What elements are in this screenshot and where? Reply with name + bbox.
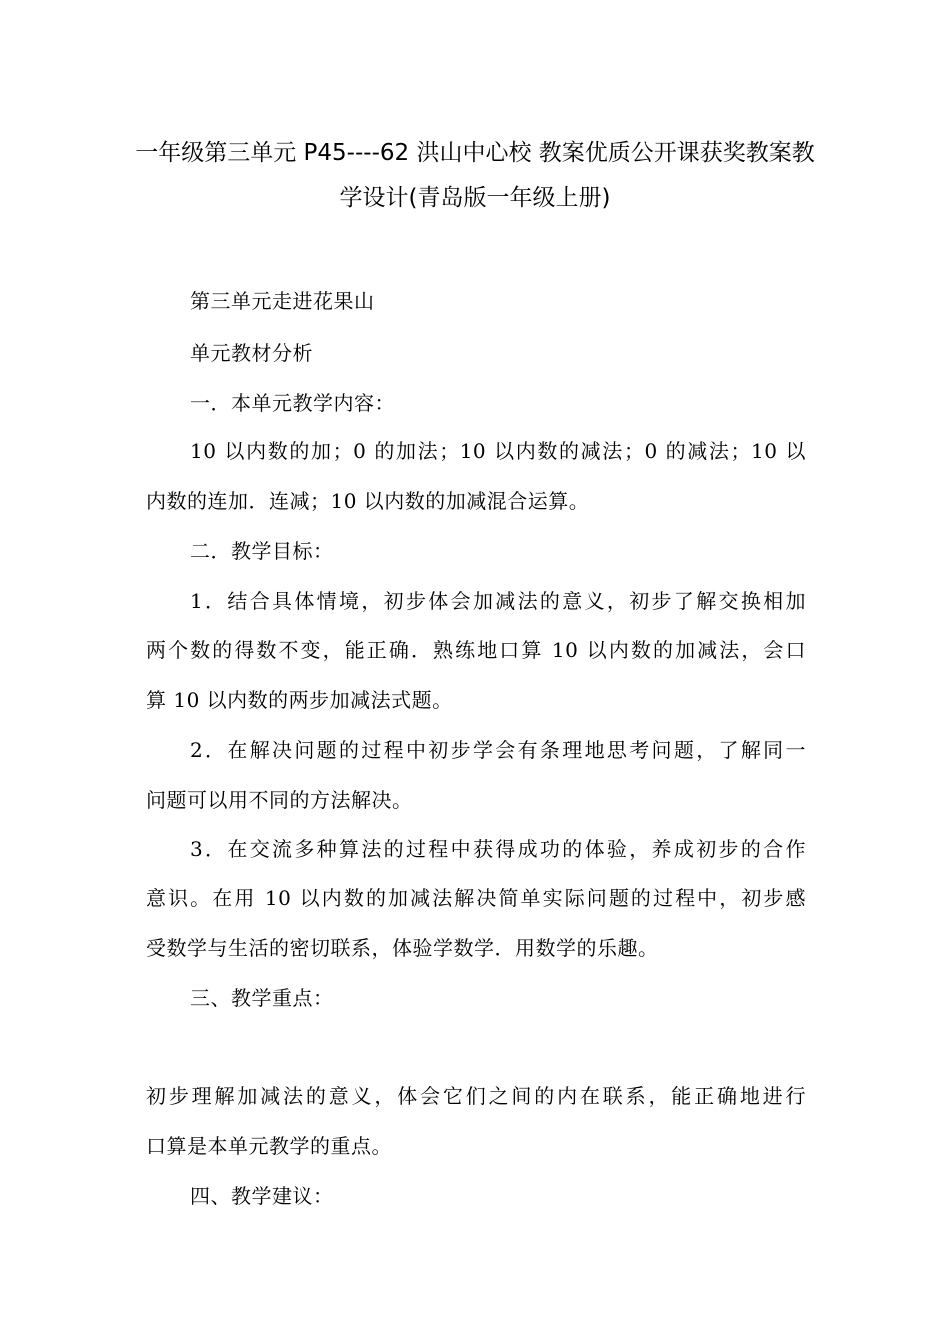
section-heading-goals: 二．教学目标： [190,539,334,563]
document-title-line-1: 一年级第三单元 P45----62 洪山中心校 教案优质公开课获奖教案教 [135,140,815,166]
goal-2-line: 问题可以用不同的方法解决。 [146,788,413,812]
section-heading-suggestions: 四、教学建议： [190,1184,334,1208]
section-heading-key-points: 三、教学重点： [190,986,334,1010]
goal-1-line: 1．结合具体情境，初步体会加减法的意义，初步了解交换相加 [190,589,806,613]
goal-3-line: 3．在交流多种算法的过程中获得成功的体验，养成初步的合作 [190,837,806,861]
document-title-line-2: 学设计(青岛版一年级上册) [339,185,611,211]
key-points-line: 初步理解加减法的意义，体会它们之间的内在联系，能正确地进行 [146,1084,806,1108]
unit-heading: 第三单元走进花果山 [190,289,375,313]
goal-1-line: 算 10 以内数的两步加减法式题。 [146,688,453,712]
key-points-line: 口算是本单元教学的重点。 [146,1134,392,1158]
section-heading-analysis: 单元教材分析 [190,341,313,365]
content-paragraph-line: 10 以内数的加；0 的加法；10 以内数的减法；0 的减法；10 以 [190,439,806,463]
content-paragraph-line: 内数的连加．连减；10 以内数的加减混合运算。 [146,489,590,513]
goal-1-line: 两个数的得数不变，能正确．熟练地口算 10 以内数的加减法，会口 [146,638,806,662]
section-heading-content: 一．本单元教学内容： [190,391,395,415]
goal-2-line: 2．在解决问题的过程中初步学会有条理地思考问题，了解同一 [190,738,806,762]
goal-3-line: 意识。在用 10 以内数的加减法解决简单实际问题的过程中，初步感 [146,886,806,910]
goal-3-line: 受数学与生活的密切联系，体验学数学．用数学的乐趣。 [146,936,659,960]
